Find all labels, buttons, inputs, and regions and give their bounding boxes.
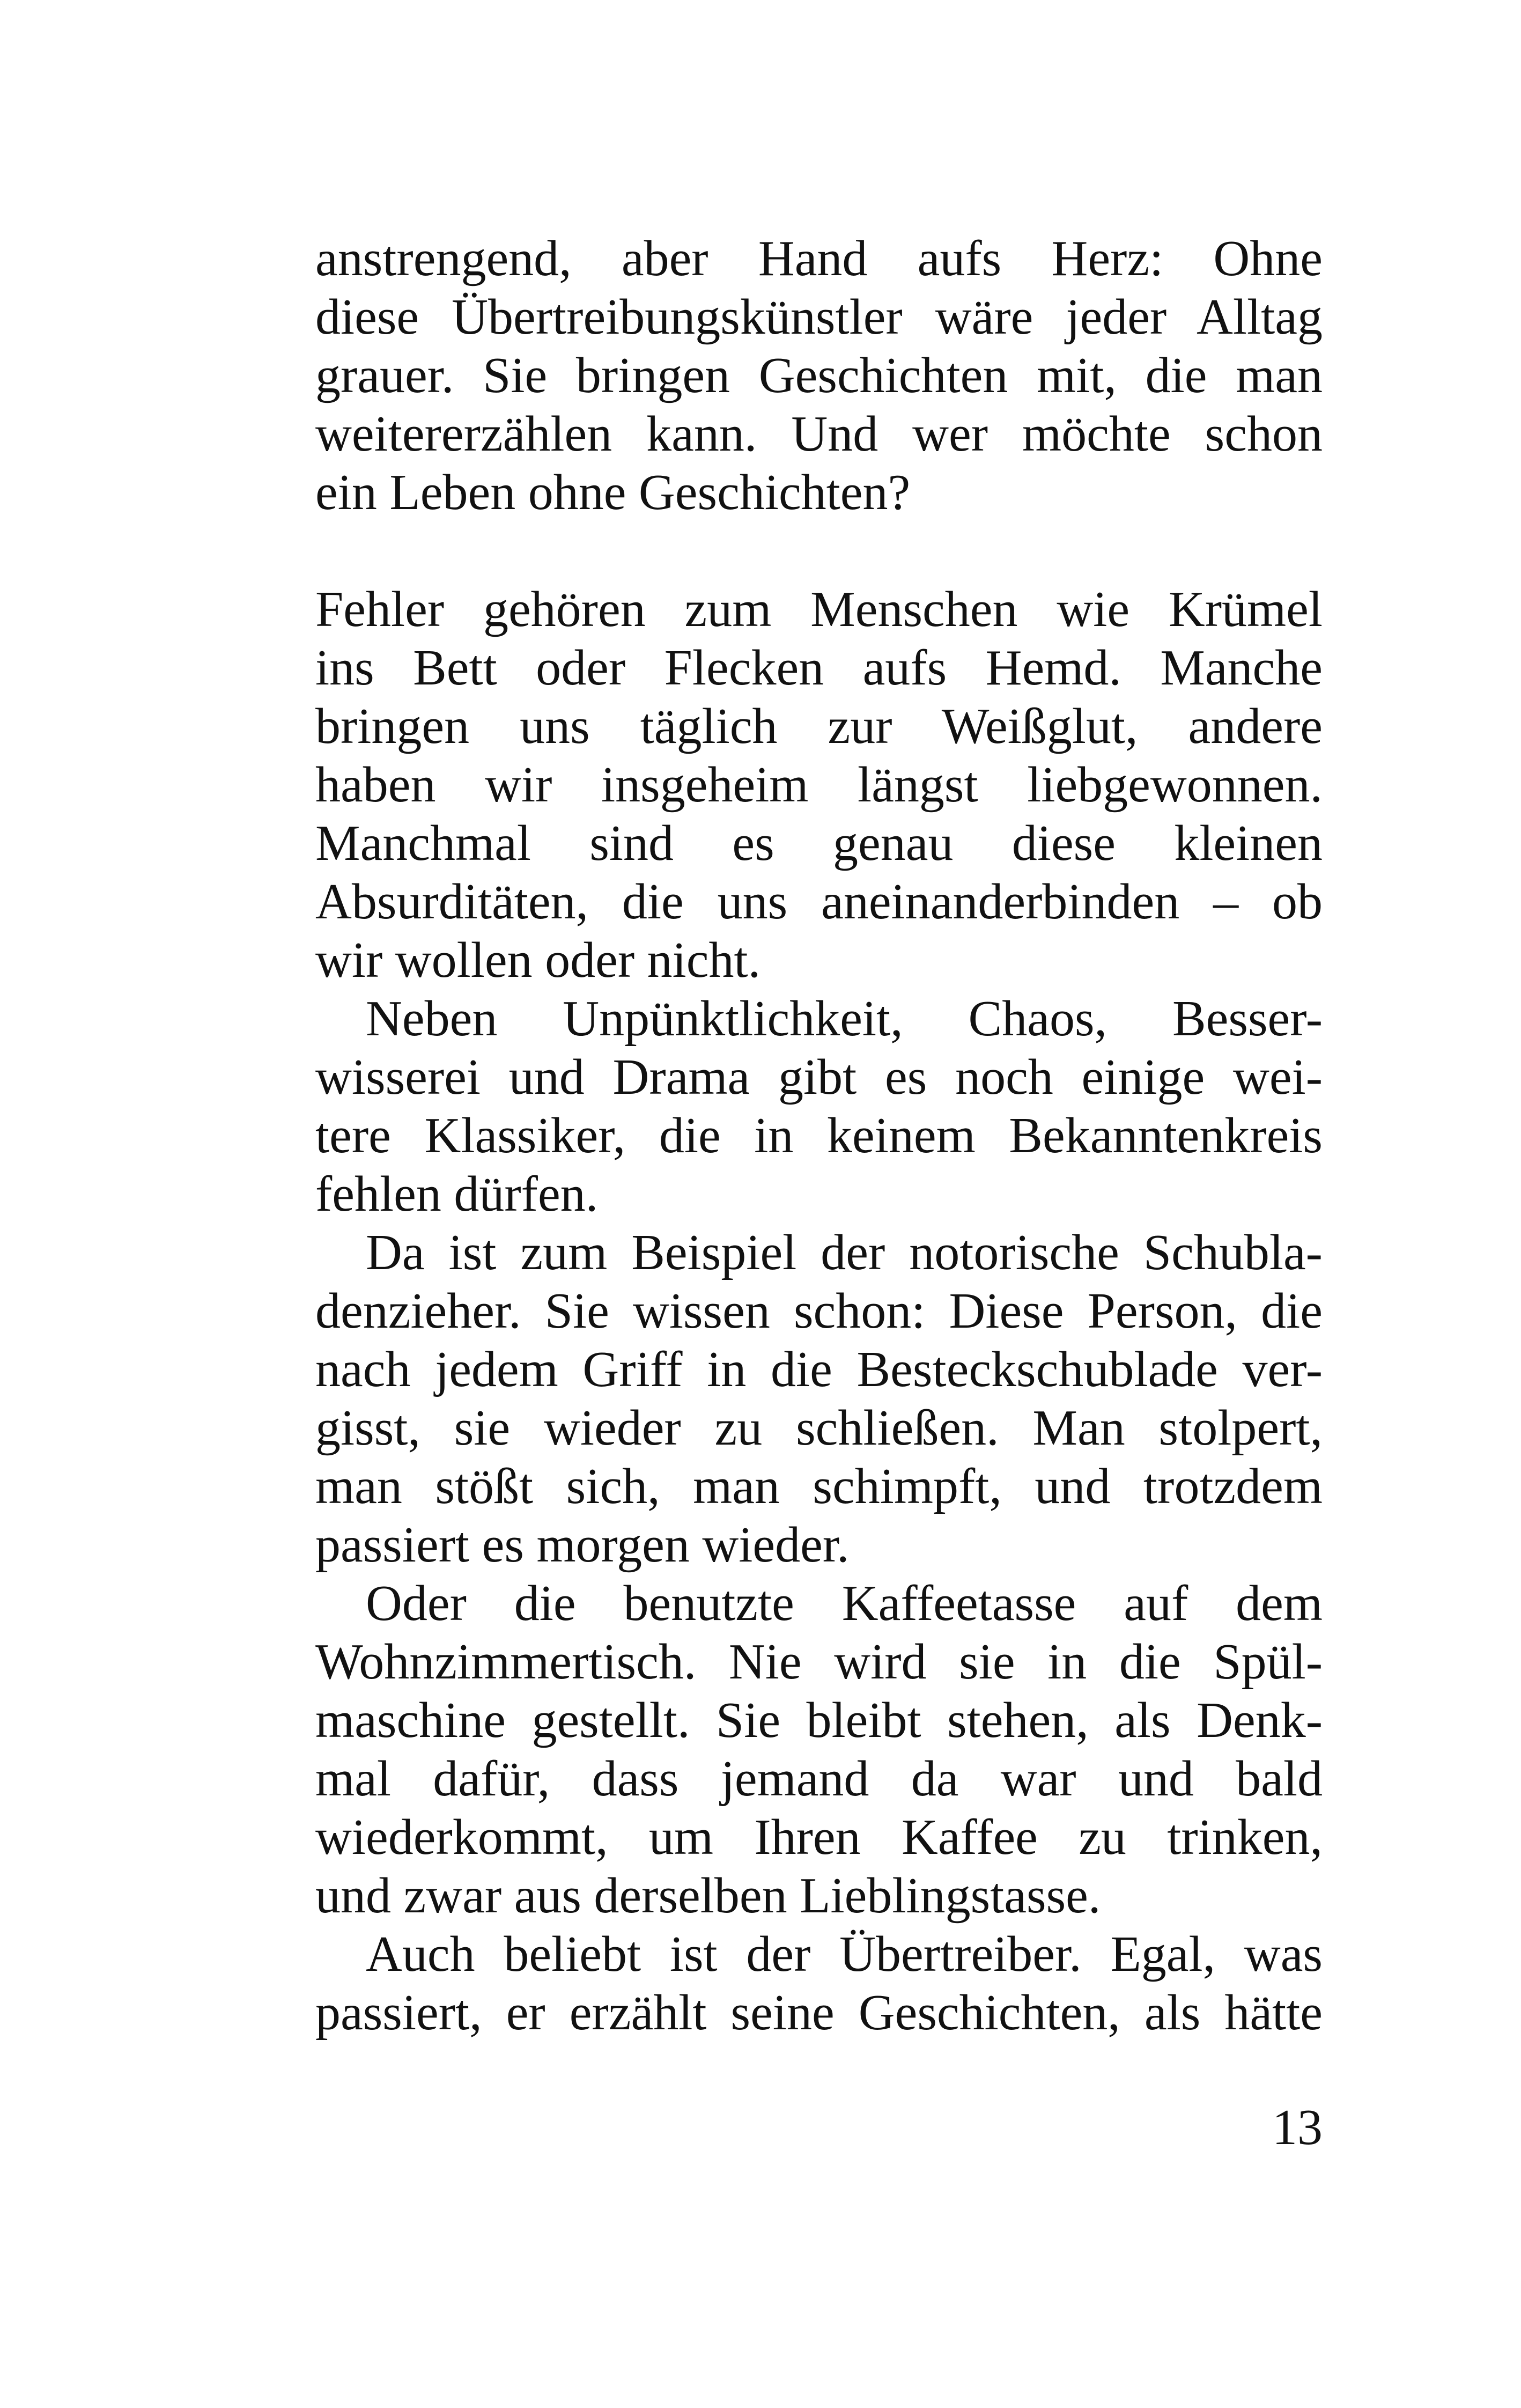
text-line: bringen uns täglich zur Weißglut, andere [315,698,1323,754]
paragraph [315,1224,1323,1574]
text-line: Manchmal sind es genau diese kleinen [315,815,1323,871]
text-line: fehlen dürfen. [315,1166,599,1222]
paragraph [315,1925,1323,2042]
text-line: haben wir insgeheim längst liebgewonnen. [315,757,1323,813]
paragraph [315,1574,1323,1925]
text-line: grauer. Sie bringen Geschichten mit, die man [315,348,1323,403]
text-line: Da ist zum Beispiel der notorische Schubla- [366,1225,1323,1280]
text-line: diese Übertreibungskünstler wäre jeder Alltag [315,289,1323,345]
text-line: Oder die benutzte Kaffeetasse auf dem [366,1575,1323,1631]
text-line: wisserei und Drama gibt es noch einige wei- [315,1049,1323,1105]
text-line: ein Leben ohne Geschichten? [315,465,911,520]
paragraph [315,990,1323,1224]
text-line: man stößt sich, man schimpft, und trotzdem [315,1459,1323,1514]
text-line: Fehler gehören zum Menschen wie Krümel [315,581,1323,637]
text-line: gisst, sie wieder zu schließen. Man stolpert, [315,1400,1323,1456]
text-line: nach jedem Griff in die Besteckschublade ver- [315,1342,1323,1397]
section-break [315,522,1323,580]
text-line: passiert, er erzählt seine Geschichten, als hätte [315,1985,1323,2041]
text-line: maschine gestellt. Sie bleibt stehen, als Denk- [315,1692,1323,1748]
text-line: tere Klassiker, die in keinem Bekanntenkreis [315,1108,1323,1164]
text-line: mal dafür, dass jemand da war und bald [315,1751,1323,1807]
text-line: wiederkommt, um Ihren Kaffee zu trinken, [315,1809,1323,1865]
text-line: passiert es morgen wieder. [315,1517,850,1573]
paragraph [315,230,1323,522]
paragraph [315,580,1323,990]
text-line: denzieher. Sie wissen schon: Diese Person, die [315,1283,1323,1339]
page-number: 13 [1272,2100,1323,2155]
text-line: wir wollen oder nicht. [315,932,761,988]
text-line: anstrengend, aber Hand aufs Herz: Ohne [315,231,1323,286]
text-line: Absurditäten, die uns aneinanderbinden – ob [315,874,1323,930]
text-line: weitererzählen kann. Und wer möchte schon [315,406,1323,462]
text-line: ins Bett oder Flecken aufs Hemd. Manche [315,640,1323,696]
body-text [315,230,1323,2042]
text-line: Auch beliebt ist der Übertreiber. Egal, was [366,1926,1323,1982]
text-line: Wohnzimmertisch. Nie wird sie in die Spül- [315,1634,1323,1690]
text-line: Neben Unpünktlichkeit, Chaos, Besser- [366,991,1323,1047]
text-line: und zwar aus derselben Lieblingstasse. [315,1868,1101,1924]
